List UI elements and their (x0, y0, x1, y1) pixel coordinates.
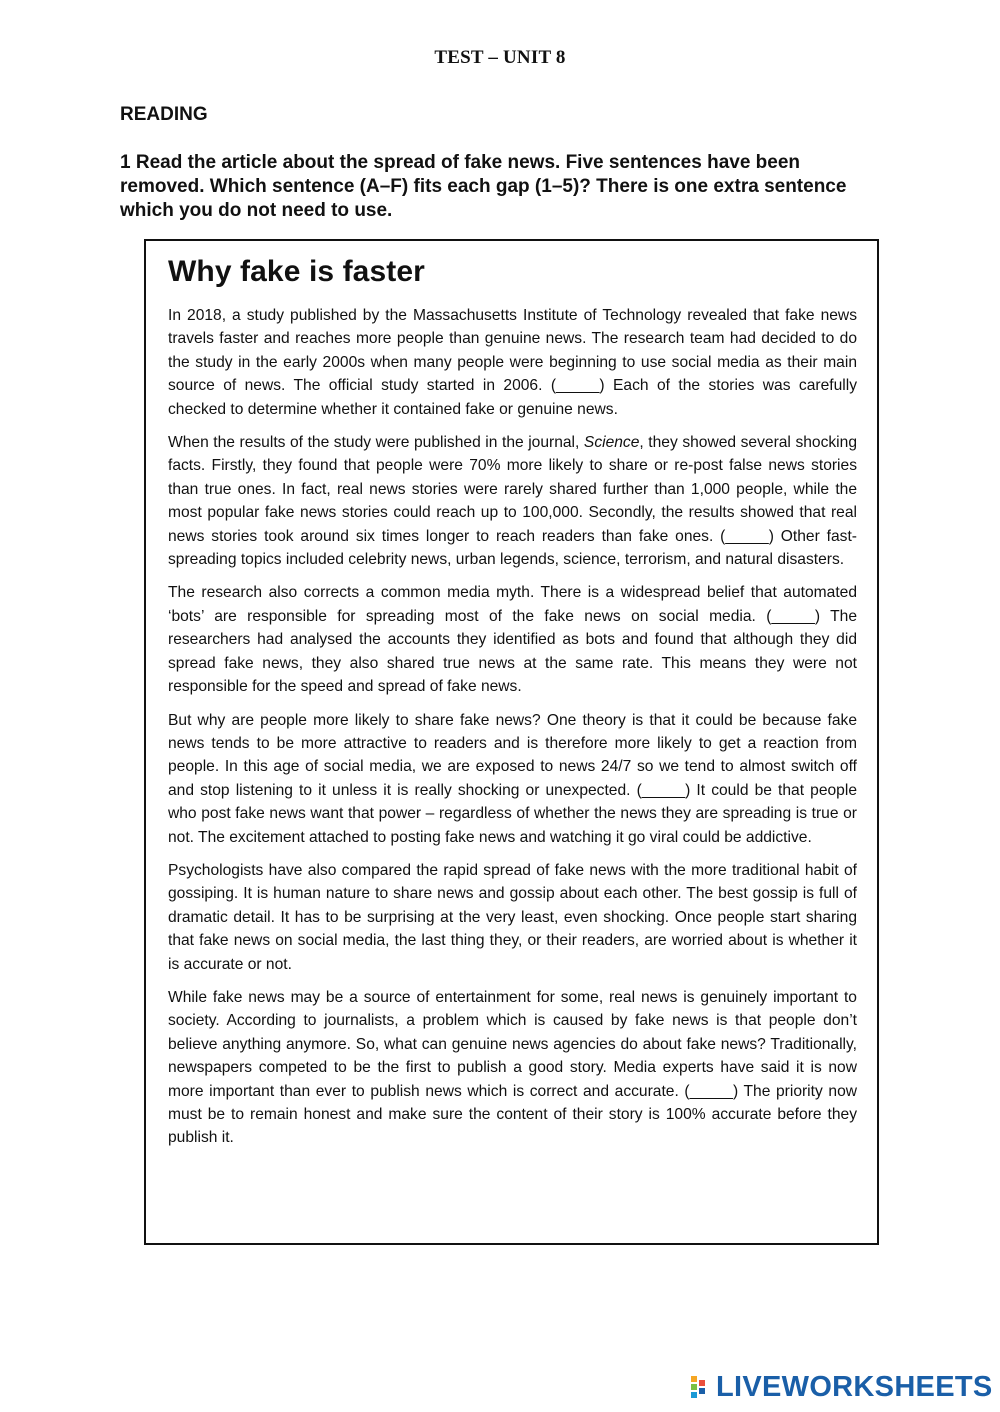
liveworksheets-logo (690, 1372, 993, 1402)
article-body (168, 304, 857, 1160)
section-title: READING (120, 104, 208, 125)
article-box (144, 239, 879, 1245)
article-paragraph-3: The research also corrects a common media myth. There is a widespread belief that automated ‘bots’ are responsible for spreading most of the fake news on social media. (_____) The researchers had analysed the accounts they identified as bots and found that although they did spread fake news, they also shared true news at the same rate. This means they were not responsible for the speed and spread of fake news. (168, 584, 857, 696)
logo-text: LIVEWORKSHEETS (716, 1371, 993, 1403)
article-paragraph-2 (168, 431, 857, 571)
liveworksheets-icon (690, 1375, 714, 1399)
article-paragraph-6: While fake news may be a source of entertainment for some, real news is genuinely important to society. According to journalists, a problem which is caused by fake news is that people don’t believe anything anymore. So, what can genuine news agencies do about fake news? Traditionally, newspapers competed to be the first to publish a good story. Media experts have said it is now more important than ever to publish news which is correct and accurate. (_____) The priority now must be to remain honest and make sure the content of their story is 100% accurate before they publish it. (168, 988, 857, 1147)
paragraph-2-text-end: , they showed several shocking facts. Firstly, they found that people were 70% more likely to share or re-post false news stories than true ones. In fact, real news stories were rarely shared further than 1,000 people, while the most popular fake news stories could reach up to 100,000. Secondly, the results showed that real news stories took around six times longer to reach readers than fake ones. (_____) Other fast-spreading topics included celebrity news, urban legends, science, terrorism, and natural disasters. (168, 434, 857, 569)
journal-name: Science (583, 434, 640, 452)
page-title: TEST – UNIT 8 (434, 47, 566, 68)
instruction-text: 1 Read the article about the spread of fake news. Five sentences have been removed. Which sentence (A–F) fits each gap (1–5)? There is one extra sentence which you do not need to use. (120, 152, 847, 221)
article-paragraph-4: But why are people more likely to share fake news? One theory is that it could be because fake news tends to be more attractive to readers and is therefore more likely to get a reaction from people. In this age of social media, we are exposed to news 24/7 so we tend to almost switch off and stop listening to it unless it is really shocking or unexpected. (_____) It could be that people who post fake news want that power – regardless of whether the news they are spreading is true or not. The excitement attached to posting fake news and watching it go viral could be addictive. (168, 711, 857, 846)
article-paragraph-1: In 2018, a study published by the Massachusetts Institute of Technology revealed that fake news travels faster and reaches more people than genuine news. The research team had decided to do the study in the early 2000s when many people were beginning to use social media as their main source of news. The official study started in 2006. (_____) Each of the stories was carefully checked to determine whether it contained fake or genuine news. (168, 307, 857, 418)
article-paragraph-5: Psychologists have also compared the rapid spread of fake news with the more traditional habit of gossiping. It is human nature to share news and gossip about each other. The best gossip is full of dramatic detail. It has to be surprising at the very least, even shocking. Once people start sharing that fake news on social media, the last thing they, or their readers, are worried about is whether it is accurate or not. (168, 861, 857, 973)
paragraph-2-text-start: When the results of the study were published in the journal, (168, 434, 584, 452)
article-title: Why fake is faster (168, 255, 425, 288)
